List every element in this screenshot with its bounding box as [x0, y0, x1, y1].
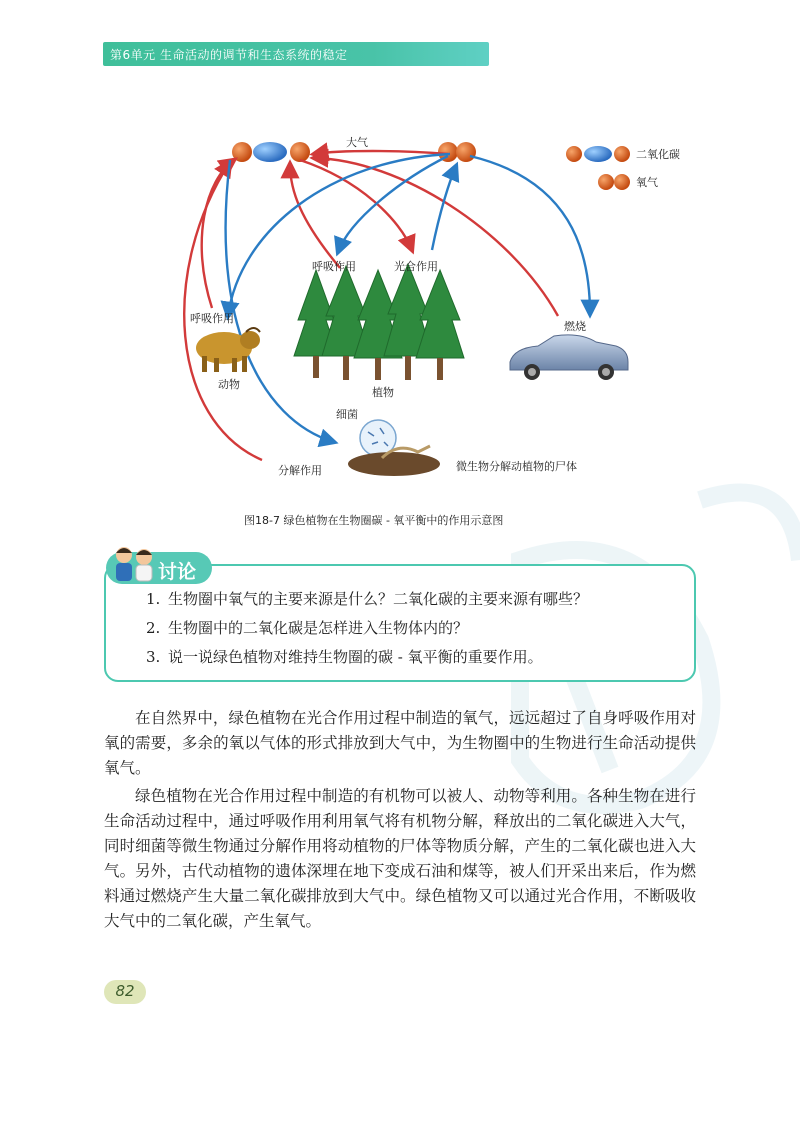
page-number: 82	[115, 982, 135, 1000]
body-paragraph: 在自然界中，绿色植物在光合作用过程中制造的氧气，远远超过了自身呼吸作用对氧的需要，多余的氧以气体的形式排放到大气中，为生物圈中的生物进行生命活动提供氧气。	[104, 709, 696, 777]
arrow-decomposition-co2	[184, 162, 262, 460]
bacteria-label: 细菌	[336, 408, 358, 421]
plant-respiration-label: 呼吸作用	[312, 260, 356, 273]
photosynthesis-label: 光合作用	[394, 260, 438, 273]
arrow-plant-respiration-co2	[290, 164, 340, 268]
discussion-question: 2. 生物圈中的二氧化碳是怎样进入生物体内的？	[146, 619, 469, 637]
discussion-question: 3. 说一说绿色植物对维持生物圈的碳 - 氧平衡的重要作用。	[146, 648, 543, 666]
arrow-o2-to-co2	[314, 151, 448, 154]
arrow-o2-to-combustion	[470, 156, 590, 314]
atmosphere-label: 大气	[346, 136, 368, 149]
animal-respiration-label: 呼吸作用	[190, 312, 234, 325]
legend-co2-icon	[566, 146, 630, 162]
car-icon	[510, 335, 628, 380]
carbon-oxygen-cycle-diagram	[150, 120, 710, 500]
decomposition-label: 分解作用	[278, 464, 322, 477]
legend-co2-label: 二氧化碳	[636, 148, 680, 161]
discussion-question: 1. 生物圈中氧气的主要来源是什么？二氧化碳的主要来源有哪些？	[146, 590, 589, 608]
combustion-label: 燃烧	[564, 320, 586, 333]
takin-animal-icon	[196, 328, 260, 372]
body-paragraph: 绿色植物在光合作用过程中制造的有机物可以被人、动物等利用。各种生物在进行生命活动过程中，通过呼吸作用利用氧气将有机物分解，释放出的二氧化碳进入大气，同时细菌等微生物通过分解作用将动植物的尸体等物质分解，产生的二氧化碳也进入大气。另外，古代动植物的遗体深埋在地下变成石油和煤等，被人们开采出来后，作为燃料通过燃烧产生大量二氧化碳排放到大气中。绿色植物又可以通过光合作用，不断吸收大气中的二氧化碳，产生氧气。	[104, 787, 696, 930]
co2-molecule-icon	[232, 142, 310, 162]
legend-o2-icon	[598, 174, 630, 190]
animal-label: 动物	[218, 378, 240, 391]
decomposing-remains-icon	[348, 446, 440, 476]
figure-caption: 图18-7 绿色植物在生物圈碳 - 氧平衡中的作用示意图	[244, 514, 504, 527]
trees-icon	[294, 264, 464, 380]
legend-o2-label: 氧气	[636, 176, 658, 189]
discussion-title: 讨论	[158, 561, 197, 583]
plant-label: 植物	[372, 386, 394, 399]
kids-icon	[110, 543, 158, 583]
chapter-header-text: 第6单元 生命活动的调节和生态系统的稳定	[110, 48, 348, 62]
decomposer-note-label: 微生物分解动植物的尸体	[456, 460, 577, 473]
arrow-o2-to-plant-respiration	[338, 156, 448, 252]
